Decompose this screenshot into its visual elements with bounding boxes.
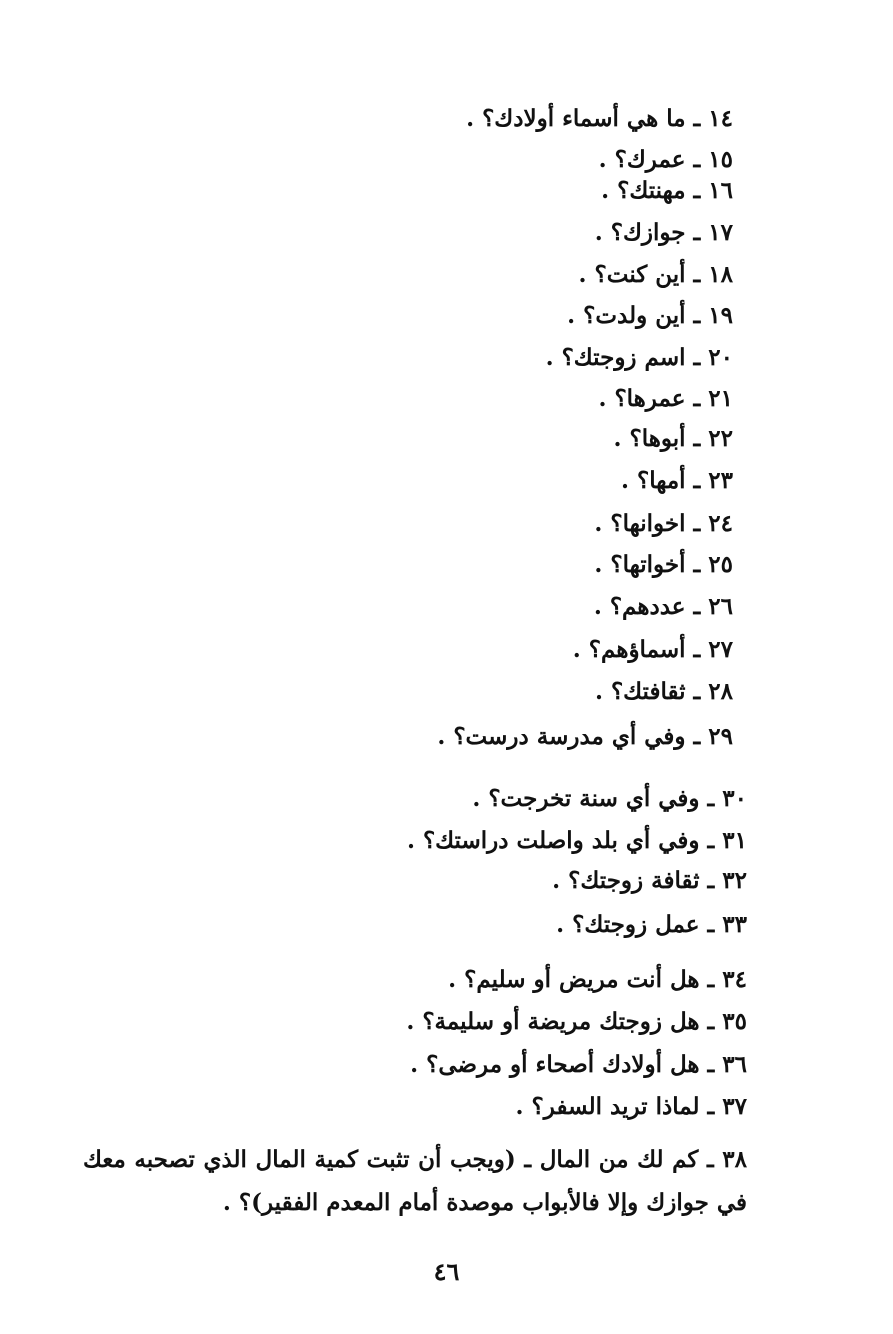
question-21: ٢١ ـ عمرها؟ .	[598, 385, 733, 412]
question-14: ١٤ ـ ما هي أسماء أولادك؟ .	[466, 105, 733, 132]
question-16: ١٦ ـ مهنتك؟ .	[601, 177, 733, 204]
question-20: ٢٠ ـ اسم زوجتك؟ .	[545, 344, 733, 371]
question-38: ٣٨ ـ كم لك من المال ـ (ويجب أن تثبت كمية المال الذي تصحبه معك في جوازك وإلا فالأبواب موصدة أمام المعدم الفقير)؟ .	[83, 1146, 747, 1216]
question-33: ٣٣ ـ عمل زوجتك؟ .	[556, 911, 747, 938]
question-29: ٢٩ ـ وفي أي مدرسة درست؟ .	[437, 723, 733, 750]
question-22: ٢٢ ـ أبوها؟ .	[613, 425, 733, 452]
question-36: ٣٦ ـ هل أولادك أصحاء أو مرضى؟ .	[410, 1051, 747, 1078]
question-27: ٢٧ ـ أسماؤهم؟ .	[572, 636, 733, 663]
question-34: ٣٤ ـ هل أنت مريض أو سليم؟ .	[448, 966, 747, 993]
question-35: ٣٥ ـ هل زوجتك مريضة أو سليمة؟ .	[406, 1008, 747, 1035]
question-32: ٣٢ ـ ثقافة زوجتك؟ .	[552, 867, 747, 894]
question-37: ٣٧ ـ لماذا تريد السفر؟ .	[515, 1093, 747, 1120]
question-30: ٣٠ ـ وفي أي سنة تخرجت؟ .	[472, 785, 747, 812]
page-number: ٤٦	[433, 1257, 460, 1286]
question-17: ١٧ ـ جوازك؟ .	[594, 219, 733, 246]
question-19: ١٩ ـ أين ولدت؟ .	[567, 302, 733, 329]
question-24: ٢٤ ـ اخوانها؟ .	[594, 510, 733, 537]
question-23: ٢٣ ـ أمها؟ .	[620, 467, 733, 494]
question-15: ١٥ ـ عمرك؟ .	[598, 146, 733, 173]
question-25: ٢٥ ـ أخواتها؟ .	[594, 551, 733, 578]
question-28: ٢٨ ـ ثقافتك؟ .	[594, 678, 733, 705]
question-26: ٢٦ ـ عددهم؟ .	[593, 593, 733, 620]
question-18: ١٨ ـ أين كنت؟ .	[578, 261, 733, 288]
question-31: ٣١ ـ وفي أي بلد واصلت دراستك؟ .	[406, 827, 747, 854]
